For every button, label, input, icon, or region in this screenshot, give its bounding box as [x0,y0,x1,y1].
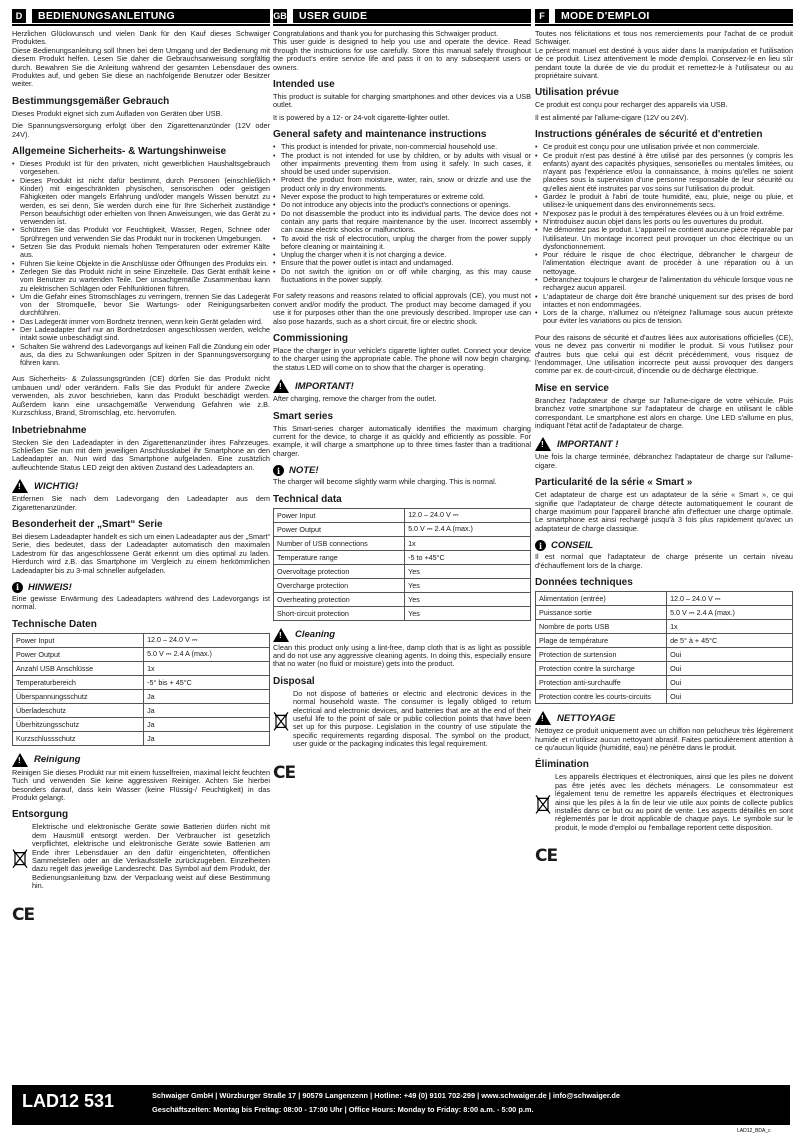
spec-label: Nombre de ports USB [536,620,667,634]
spec-label: Plage de température [536,634,667,648]
cleaning-row [12,753,270,767]
note-row [535,540,793,551]
cleaning-row [535,711,793,725]
safety-item: • Der Ladeadapter darf nur an Bordnetzdosen angeschlossen werden, welche intakt sowie unbeschädigt sind. [12,326,270,343]
technical-data-heading: Données techniques [535,577,633,589]
spec-label: Temperature range [274,550,405,564]
section-header [273,8,531,26]
note-row [12,582,270,593]
spec-label: Power Output [274,522,405,536]
crossed-bin-icon [12,823,28,894]
warning-icon: ! [12,479,28,493]
safety-list [273,143,531,284]
cleaning-row [273,628,531,642]
commissioning-heading: Mise en service [535,382,609,394]
table-row [274,578,531,592]
ce-mark: CE [535,846,558,867]
safety-item: • Um die Gefahr eines Stromschlages zu verringern, trennen Sie das Ladegerät von der Stromquelle, bevor Sie Wartungs- oder Reinigungsarbeiten durchführen. [12,293,270,318]
spec-value: Ja [144,689,270,703]
table-row [536,620,793,634]
safety-list [535,143,793,326]
spec-value: Oui [667,648,793,662]
note-text: Eine gewisse Erwärmung des Ladeadapters während des Ladevorgangs ist normal. [12,593,270,612]
safety-item: • To avoid the risk of electrocution, unplug the charger from the power supply before cleaning or maintaining it. [273,235,531,252]
disposal-heading: Entsorgung [12,809,69,821]
section-title: BEDIENUNGSANLEITUNG [32,9,270,23]
technical-data-heading: Technische Daten [12,618,97,630]
spec-value: 1x [405,536,531,550]
cleaning-label: NETTOYAGE [557,712,616,724]
table-row [536,676,793,690]
warning-label: IMPORTANT ! [557,438,619,450]
spec-value: -5° bis + 45°C [144,675,270,689]
safety-item: • Setzen Sie das Produkt niemals hohen Temperaturen oder extremer Kälte aus. [12,243,270,260]
intro-text: Congratulations and thank you for purchasing this Schwaiger product. This user guide is designed to help you use and operate the device. Read through the instructions for use carefully. Store this manual safely throughout the product's entire service life and pass it on to any subsequent users or owners. [273,29,531,72]
intended-use-text: Dieses Produkt eignet sich zum Aufladen von Geräten über USB. [12,108,223,118]
warning-icon: ! [273,379,289,393]
safety-item: • Do not disassemble the product into its individual parts. The device does not contain any parts that require maintenance by the user. Incorrect assembly can cause electric shocks or malfunctions. [273,210,531,235]
spec-label: Protection anti-surchauffe [536,676,667,690]
crossed-bin-icon [535,773,551,836]
ce-notice-text: Aus Sicherheits- & Zulassungsgründen (CE) dürfen Sie das Produkt nicht umbauen und/ oder verändern. Falls Sie das Produkt für andere Zwecke verwenden, als zuvor beschrieben, kann das Produkt beschädigt werden. Außerdem kann eine unsachgemäße Verwendung Gefahren wie z.B. Kurzschluss, Brand, Stromschlag, etc. hervorrufen. [12,374,270,418]
table-row [536,592,793,606]
disposal-block [535,773,793,836]
ce-notice-text: For safety reasons and reasons related to official approvals (CE), you must not convert and/or modify the product. The product may become damaged if you use it for purposes other than the one previously described. Improper use can also pose hazards, such as a short circuit, fire or electric shock. [273,291,531,326]
spec-value: Oui [667,690,793,704]
safety-item: • Do not switch the ignition on or off while charging, as this may cause fluctuations in the power supply. [273,268,531,285]
table-row [13,647,270,661]
spec-value: Yes [405,592,531,606]
safety-item: • Das Ladegerät immer vom Bordnetz trennen, wenn kein Gerät geladen wird. [12,318,270,326]
smart-series-heading: Smart series [273,410,334,422]
section-header [12,8,270,26]
office-hours-line: Geschäftszeiten: Montag bis Freitag: 08:00 - 17:00 Uhr | Office Hours: Monday to Friday: 8:00 a.m. - 5:00 p.m. [152,1105,534,1114]
spec-value: Ja [144,731,270,745]
spec-value: Ja [144,703,270,717]
spec-label: Protection contre les courts-circuits [536,690,667,704]
table-row [274,536,531,550]
power-supply-text: Die Spannungsversorgung erfolgt über den Zigarettenanzünder (12V oder 24V). [12,121,270,139]
safety-item: • Dieses Produkt ist für den privaten, nicht gewerblichen Haushaltsgebrauch vorgesehen. [12,160,270,177]
spec-value: -5 to +45°C [405,550,531,564]
spec-value: 1x [667,620,793,634]
spec-value: Yes [405,606,531,620]
commissioning-text: Branchez l'adaptateur de charge sur l'allume-cigare de votre véhicule. Puis branchez votre smartphone sur l'adaptateur de charge en utilisant le câble correspondant. Le smartphone est alors en charge. Une LED s'allume en plus, indiquant l'état actif de l'adaptateur de charge. [535,395,793,431]
spec-value: Yes [405,564,531,578]
technical-data-table [273,508,531,621]
spec-label: Anzahl USB Anschlüsse [13,661,144,675]
spec-value: Yes [405,578,531,592]
safety-item: • N'exposez pas le produit à des températures élevées ou à un froid extrême. [535,210,793,218]
safety-heading: Allgemeine Sicherheits- & Wartungshinweise [12,146,227,158]
intended-use-heading: Utilisation prévue [535,87,619,99]
warning-row [273,379,531,393]
spec-value: 5.0 V ⎓ 2.4 A (max.) [144,647,270,661]
warning-text: Une fois la charge terminée, débranchez l'adaptateur de charge sur l'allume-cigare. [535,452,793,470]
safety-item: • The product is not intended for use by children, or by adults with visual or other impairments preventing them from using it safely. In such cases, it should be used under supervision. [273,152,531,177]
model-number: LAD12 531 [22,1091,115,1111]
safety-item: • Lors de la charge, n'allumez ou n'éteignez l'allumage sous aucun prétexte pour éviter les variations ou pics de tension. [535,309,793,326]
safety-item: • Never expose the product to high temperatures or extreme cold. [273,193,531,201]
footer-bar [12,1085,790,1125]
info-icon: i [12,582,23,593]
intended-use-heading: Bestimmungsgemäßer Gebrauch [12,95,170,107]
document-code: LAD12_BDA_c [737,1128,771,1134]
table-row [13,731,270,745]
section-title: USER GUIDE [293,9,531,23]
smart-series-text: Bei diesem Ladeadapter handelt es sich um einen Ladeadapter aus der „Smart“ Serie, dies bedeutet, dass der Ladeadapter automatisch den maximalen Ladestrom für das angeschlossene Gerät erkennt um dies optimal zu laden. Hierdurch wird z.B. das Smartphone im Vergleich zu einem herkömmlichen Ladeadapter bis zu 3-mal schneller aufgeladen. [12,531,270,575]
spec-value: 5.0 V ⎓ 2.4 A (max.) [405,522,531,536]
spec-label: Protection de surtension [536,648,667,662]
cleaning-label: Cleaning [295,629,336,641]
safety-item: • Dieses Produkt ist nicht dafür bestimmt, durch Personen (einschließlich Kinder) mit eingeschränkten physischen, sensorischen oder geistigen Fähigkeiten oder mangels Erfahrung und/oder mangels Wissen benutzt zu werden, es sei denn, Sie werden durch eine für Ihre Sicherheit zuständige Person beaufsichtigt oder erhielten von Ihnen Anweisungen, wie das Gerät zu verwenden ist. [12,177,270,227]
table-row [13,703,270,717]
disposal-heading: Disposal [273,675,315,687]
table-row [536,634,793,648]
commissioning-heading: Commissioning [273,332,349,344]
power-supply-text: Il est alimenté par l'allume-cigare (12V ou 24V). [535,112,689,122]
note-label: HINWEIS! [28,581,72,593]
technical-data-table [535,591,793,704]
spec-value: Oui [667,676,793,690]
disposal-block [12,823,270,894]
safety-list [12,160,270,367]
spec-label: Kurzschlussschutz [13,731,144,745]
spec-label: Überladeschutz [13,703,144,717]
table-row [274,592,531,606]
spec-value: Oui [667,662,793,676]
safety-item: • Pour réduire le risque de choc électrique, débrancher le chargeur de l'alimentation électrique avant de procéder à une réparation ou à un nettoyage. [535,251,793,276]
warning-icon: ! [273,628,289,642]
spec-label: Power Input [274,508,405,522]
cleaning-text: Reinigen Sie dieses Produkt nur mit einem fusselfreien, maximal leicht feuchten Tuch und verwenden Sie keine aggressiven Reiniger. Achten Sie hierbei besonders darauf, dass kein Wasser (keine Flüssig-/ Feuchtigkeit) in das Produkt gelangt. [12,767,270,803]
spec-value: 5.0 V ⎓ 2.4 A (max.) [667,606,793,620]
spec-label: Alimentation (entrée) [536,592,667,606]
safety-item: • This product is intended for private, non-commercial household use. [273,143,531,151]
commissioning-heading: Inbetriebnahme [12,424,87,436]
safety-item: • Ce produit est conçu pour une utilisation privée et non commerciale. [535,143,793,151]
spec-label: Number of USB connections [274,536,405,550]
safety-item: • Schützen Sie das Produkt vor Feuchtigkeit, Wasser, Regen, Schnee oder Sprühregen und verwenden Sie das Produkt nur in trockenen Umgebungen. [12,226,270,243]
safety-heading: Instructions générales de sécurité et d'entretien [535,129,763,141]
commissioning-text: Stecken Sie den Ladeadapter in den Zigarettenanzünder ihres Fahrzeuges. Schließen Sie nun mit dem jeweiligen Anschlusskabel ihr Smartphone an den Ladeadapter an. Nun wird das Smartphone aufgeladen. Eine zusätzlich aufleuchtende Status LED zeigt den aktiven Zustand des Ladeadapters an. [12,437,270,472]
intro-text: Herzlichen Glückwunsch und vielen Dank für den Kauf dieses Schwaiger Produktes. Diese Bedienungsanleitung soll Ihnen bei dem Umgang und der Bedienung mit diesem Produkt helfen. Lesen Sie daher die Gebrauchsanweisung sorgfältig durch. Bewahren Sie die Anleitung während der gesamten Lebensdauer des Produktes auf, und geben Sie diese an nachfolgende Benutzer oder Besitzer weiter. [12,29,270,89]
safety-item: • Führen Sie keine Objekte in die Anschlüsse oder Öffnungen des Produkts ein. [12,260,270,268]
spec-label: Overcharge protection [274,578,405,592]
info-icon: i [535,540,546,551]
power-supply-text: It is powered by a 12- or 24-volt cigarette-lighter outlet. [273,112,450,122]
table-row [536,648,793,662]
warning-icon: ! [535,437,551,451]
section-header [535,8,793,26]
table-row [13,661,270,675]
ce-notice-text: Pour des raisons de sécurité et d'autres liées aux autorisations officielles (CE), vous ne devez pas convertir ni modifier le produit. Si vous l'utilisez pour d'autres buts que celui qui est décrit précédemment, vous risquez de l'endommager. Une utilisation incorrecte peut aussi provoquer des dangers comme par ex. de court-circuit, d'incendie ou de décharge électrique. [535,332,793,376]
spec-value: 1x [144,661,270,675]
note-text: The charger will become slightly warm while charging. This is normal. [273,477,497,487]
table-row [13,689,270,703]
warning-label: WICHTIG! [34,480,79,492]
smart-series-text: Cet adaptateur de charge est un adaptateur de la série « Smart », ce qui signifie que l'adaptateur de charge détecte automatiquement le courant de charge maximum pour l'appareil branché afin d'effectuer une charge optimale. Le smartphone est ainsi rechargé jusqu'à 3 fois plus rapidement qu'avec un adaptateur de charge classique. [535,490,793,533]
table-row [536,690,793,704]
info-icon: i [273,465,284,476]
intended-use-heading: Intended use [273,79,335,91]
spec-label: Puissance sortie [536,606,667,620]
safety-item: • Ce produit n'est pas destiné à être utilisé par des personnes (y compris les enfants) ayant des capacités physiques, sensorielles ou mentales limitées, ou n'ayant pas l'expérience et/ou la connaissance, à moins qu'elles ne soient placées sous la supervision d'une personne responsable de leur sécurité ou qu'elles aient été instruites par vos soins sur l'utilisation du produit. [535,152,793,193]
spec-label: Überspannungsschutz [13,689,144,703]
disposal-text: Do not dispose of batteries or electric and electronic devices in the normal household waste. The consumer is legally obliged to return electrical and electronic devices, and batteries that are at the end of their useful life to the point of sale or public collection points that have been set up for this purpose. Legislation in the country of use stipulate the specific requirements regarding disposal. The symbol on the product, user guide or the packaging indicates this legal requirement. [293,688,531,749]
spec-label: Protection contre la surcharge [536,662,667,676]
warning-row [535,437,793,451]
warning-row [12,479,270,493]
safety-item: • Débranchez toujours le chargeur de l'alimentation du véhicule lorsque vous ne rechargez aucun appareil. [535,276,793,293]
crossed-bin-icon [273,690,289,753]
safety-item: • L'adaptateur de charge doit être branché uniquement sur des prises de bord intactes et non endommagées. [535,293,793,310]
spec-label: Overheating protection [274,592,405,606]
spec-label: Overvoltage protection [274,564,405,578]
spec-value: 12.0 – 24.0 V ⎓ [667,592,793,606]
safety-item: • Zerlegen Sie das Produkt nicht in seine Einzelteile. Das Gerät enthält keine vom Benutzer zu wartenden Teile. Der unsachgemäße Zusammenbau kann zu elektrischen Schlägen oder Fehlfunktionen führen. [12,268,270,293]
safety-item: • Schalten Sie während des Ladevorgangs auf keinen Fall die Zündung ein oder aus, da dies zu Schwankungen oder Spitzen in der Spannungsversorgung führen kann. [12,343,270,368]
table-row [536,662,793,676]
safety-heading: General safety and maintenance instructions [273,129,487,141]
spec-value: de 5° à + 45°C [667,634,793,648]
safety-item: • Do not introduce any objects into the product's connections or openings. [273,201,531,209]
safety-item: • N'introduisez aucun objet dans les ports ou les ouvertures du produit. [535,218,793,226]
disposal-block [273,690,531,753]
note-label: CONSEIL [551,540,594,552]
technical-data-table [12,633,270,746]
table-row [274,508,531,522]
column-english [273,8,531,783]
cleaning-text: Clean this product only using a lint-free, damp cloth that is as light as possible and do not use any aggressive cleaning agents. In doing this, especially ensure that no water (no fluid or moisture) gets into the product. [273,642,531,669]
column-french [535,8,793,866]
language-badge: F [535,9,549,23]
smart-series-text: This Smart-series charger automatically identifies the maximum charging current for the device, to charge it as quickly and efficiently as possible. For example, it will charge a smartphone up to three times faster than a traditional charger. [273,423,531,458]
spec-value: 12.0 – 24.0 V ⎓ [405,508,531,522]
warning-icon: ! [12,753,28,767]
intended-use-text: This product is suitable for charging smartphones and other devices via a USB outlet. [273,92,531,110]
smart-series-heading: Particularité de la série « Smart » [535,477,693,489]
cleaning-label: Reinigung [34,754,81,766]
spec-label: Short-circuit protection [274,606,405,620]
safety-item: • Ne démontez pas le produit. L'appareil ne contient aucune pièce réparable par l'utilisateur. Un montage incorrect peut provoquer un choc électrique ou un dysfonctionnement. [535,226,793,251]
table-row [13,633,270,647]
table-row [274,564,531,578]
table-row [13,675,270,689]
table-row [274,550,531,564]
company-contact-line: Schwaiger GmbH | Würzburger Straße 17 | 90579 Langenzenn | Hotline: +49 (0) 9101 702-299 | www.schwaiger.de | info@schwaiger.de [152,1091,621,1100]
safety-item: • Unplug the charger when it is not charging a device. [273,251,531,259]
warning-icon: ! [535,711,551,725]
spec-label: Power Output [13,647,144,661]
table-row [536,606,793,620]
note-label: NOTE! [289,465,319,477]
note-row [273,465,531,476]
table-row [274,522,531,536]
warning-text: After charging, remove the charger from the outlet. [273,394,437,404]
cleaning-text: Nettoyez ce produit uniquement avec un chiffon non pelucheux très légèrement humide et n'utilisez aucun nettoyant abrasif. Faites particulièrement attention à ce qu'aucun liquide (humidité, eau) ne pénètre dans le produit. [535,726,793,752]
spec-label: Power Input [13,633,144,647]
section-title: MODE D'EMPLOI [555,9,793,23]
spec-value: Ja [144,717,270,731]
safety-item: • Gardez le produit à l'abri de toute humidité, eau, pluie, neige ou pluie, et utilisez-le uniquement dans des environnements secs. [535,193,793,210]
spec-label: Überhitzungsschutz [13,717,144,731]
disposal-text: Les appareils électriques et électroniques, ainsi que les piles ne doivent pas être jetés avec les déchets ménagers. Le consommateur est légalement tenu de remettre les appareils électriques et électroniques ainsi que les piles à la fin de leur vie utile aux points de collecte publics installés dans ce but ou au point de vente. Les aspects détaillés en sont réglementés par le droit applicable de chaque pays. Le symbole sur le produit, le mode d'emploi ou l'emballage reportent cette disposition. [555,772,793,832]
language-badge: GB [273,11,287,21]
ce-mark: CE [12,904,35,925]
intro-text: Toutes nos félicitations et tous nos remerciements pour l'achat de ce produit Schwaiger. Le présent manuel est destiné à vous aider dans la manipulation et l'utilisation de ce produit. Lisez attentivement le mode d'emploi. Conservez-le en lieu sûr pendant toute la durée de vie du produit et remettez-le à l'utilisateur ou au propriétaire suivant. [535,29,793,81]
table-row [274,606,531,620]
spec-value: 12.0 – 24.0 V ⎓ [144,633,270,647]
safety-item: • Protect the product from moisture, water, rain, snow or drizzle and use the product only in dry environments. [273,176,531,193]
intended-use-text: Ce produit est conçu pour recharger des appareils via USB. [535,100,728,110]
column-german [12,8,270,925]
disposal-heading: Élimination [535,759,589,771]
table-row [13,717,270,731]
smart-series-heading: Besonderheit der „Smart“ Serie [12,518,163,530]
safety-item: • Ensure that the power outlet is intact and undamaged. [273,259,531,267]
note-text: Il est normal que l'adaptateur de charge présente un certain niveau d'échauffement lors de la charge. [535,552,793,570]
ce-mark: CE [273,762,296,783]
warning-label: IMPORTANT! [295,380,354,392]
disposal-text: Elektrische und elektronische Geräte sowie Batterien dürfen nicht mit dem Hausmüll entsorgt werden. Der Verbraucher ist gesetzlich verpflichtet, elektrische und elektronische Geräte sowie Batterien am Ende ihrer Lebensdauer an den dafür eingerichteten, öffentlichen Sammelstellen oder an die Verkaufsstelle zurückzugeben. Einzelheiten dazu regelt das jeweilige Landesrecht. Das Symbol auf dem Produkt, der Bedienungsanleitung bzw. der Verpackung weist auf diese Bestimmung hin. [32,822,270,891]
warning-text: Entfernen Sie nach dem Ladevorgang den Ladeadapter aus dem Zigarettenanzünder. [12,494,270,512]
technical-data-heading: Technical data [273,493,342,505]
language-badge: D [12,9,26,23]
commissioning-text: Place the charger in your vehicle's cigarette lighter outlet. Connect your device to the charger using the appropriate cable. The phone will now begin charging, the status LED will come on to show that the charger is operating. [273,345,531,372]
spec-label: Temperaturbereich [13,675,144,689]
